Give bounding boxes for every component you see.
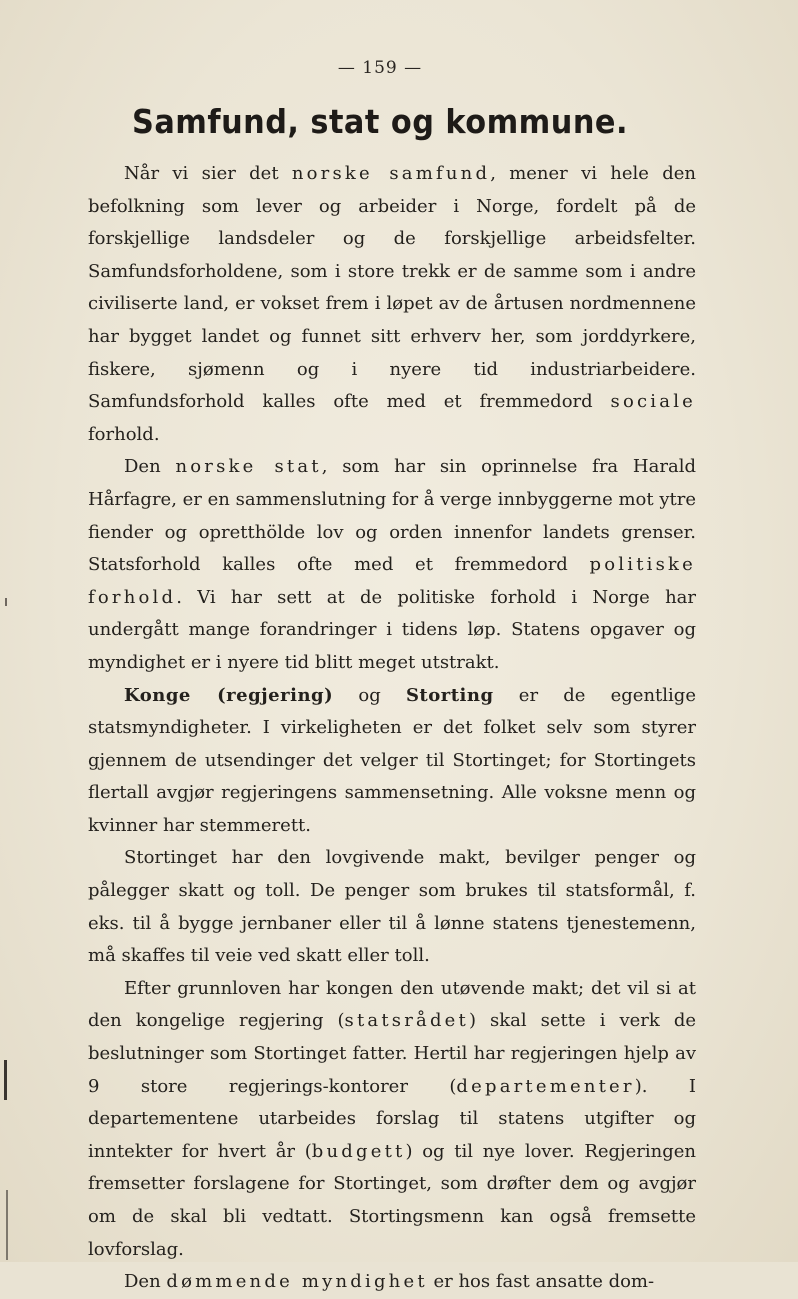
text-run: , som har sin oprinnelse fra Harald Hårfagre, er en sammenslutning for å verge innbyggerne mot ytre fiender og opretthölde lov og orden innenfor landets grenser. Statsforhold kalles ofte med et fremmedord: [88, 456, 696, 576]
text-run: Efter grunnloven har kongen den utøvende makt; det vil si at den kongelige regjering (: [88, 977, 696, 1032]
text-run: Den: [124, 456, 176, 478]
binding-mark: [5, 598, 7, 606]
binding-mark: [4, 1060, 7, 1100]
page-number: — 159 —: [337, 58, 423, 78]
emphasized-term: departementer: [456, 1075, 635, 1097]
text-run: ) skal sette i verk de beslutninger som Stortinget fatter. Hertil har regjeringen hjelp av 9 store regjerings-kontorer (: [88, 1010, 696, 1097]
text-run: Når vi sier det: [124, 163, 292, 184]
paragraph: [88, 973, 696, 1266]
paragraph: [88, 842, 696, 972]
text-run: Den: [124, 1271, 167, 1293]
chapter-title: Samfund, stat og kommune.: [132, 102, 628, 141]
text-run: forhold.: [88, 423, 160, 445]
emphasized-term: norske stat: [175, 456, 322, 478]
text-run: og: [333, 684, 406, 706]
emphasized-term: Storting: [405, 684, 494, 706]
text-run: Stortinget har den lovgivende makt, bevilger penger og pålegger skatt og toll. De penger som brukes til statsformål, f. eks. til å bygge jernbaner eller til å lønne statens tjenestemenn, må skaffes til veie ved skatt eller toll.: [88, 847, 696, 967]
paragraph: [88, 680, 696, 843]
emphasized-term: statsrådet: [344, 1010, 469, 1032]
body-text: [88, 158, 696, 1299]
paragraph: [88, 451, 696, 679]
emphasized-term: sociale: [610, 391, 696, 413]
text-run: , mener vi hele den befolkning som lever og arbeider i Norge, fordelt på de forskjellige landsdeler og de forskjellige arbeidsfelter. Samfundsforholdene, som i store trekk er de samme som i andre civiliserte land, er vokset frem i løpet av de årtusen nordmennene har bygget landet og funnet sitt erhverv her, som jorddyrkere, fiskere, sjømenn og i nyere tid industriarbeidere. Samfundsforhold kalles ofte med et fremmedord: [88, 163, 696, 413]
binding-mark: [6, 1190, 8, 1260]
text-run: er de egentlige statsmyndigheter. I virkeligheten er det folket selv som styrer gjennem de utsendinger det velger til Stortinget; for Stortingets flertall avgjør regjeringens sammensetning. Alle voksne menn og kvinner har stemmerett.: [88, 684, 696, 836]
paragraph: [88, 1266, 696, 1299]
text-run: . Vi har sett at de politiske forhold i Norge har undergått mange forandringer i tidens løp. Statens opgaver og myndighet er i nyere tid blitt meget utstrakt.: [88, 586, 696, 673]
emphasized-term: politiske forhold: [88, 554, 696, 608]
text-run: er hos fast ansatte dom-: [427, 1271, 655, 1293]
text-run: ) og til nye lover. Regjeringen fremsetter forslagene for Stortinget, som drøfter dem og avgjør om de skal bli vedtatt. Stortingsmenn kan også fremsette lovforslag.: [88, 1140, 696, 1260]
paragraph: [88, 158, 696, 451]
text-run: ). I departementene utarbeides forslag til statens utgifter og inntekter for hvert år (: [88, 1075, 696, 1162]
emphasized-term: Konge (regjering): [124, 684, 334, 706]
emphasized-term: dømmende myndighet: [166, 1271, 428, 1293]
emphasized-term: norske samfund: [291, 163, 491, 184]
emphasized-term: budgett: [311, 1140, 406, 1162]
